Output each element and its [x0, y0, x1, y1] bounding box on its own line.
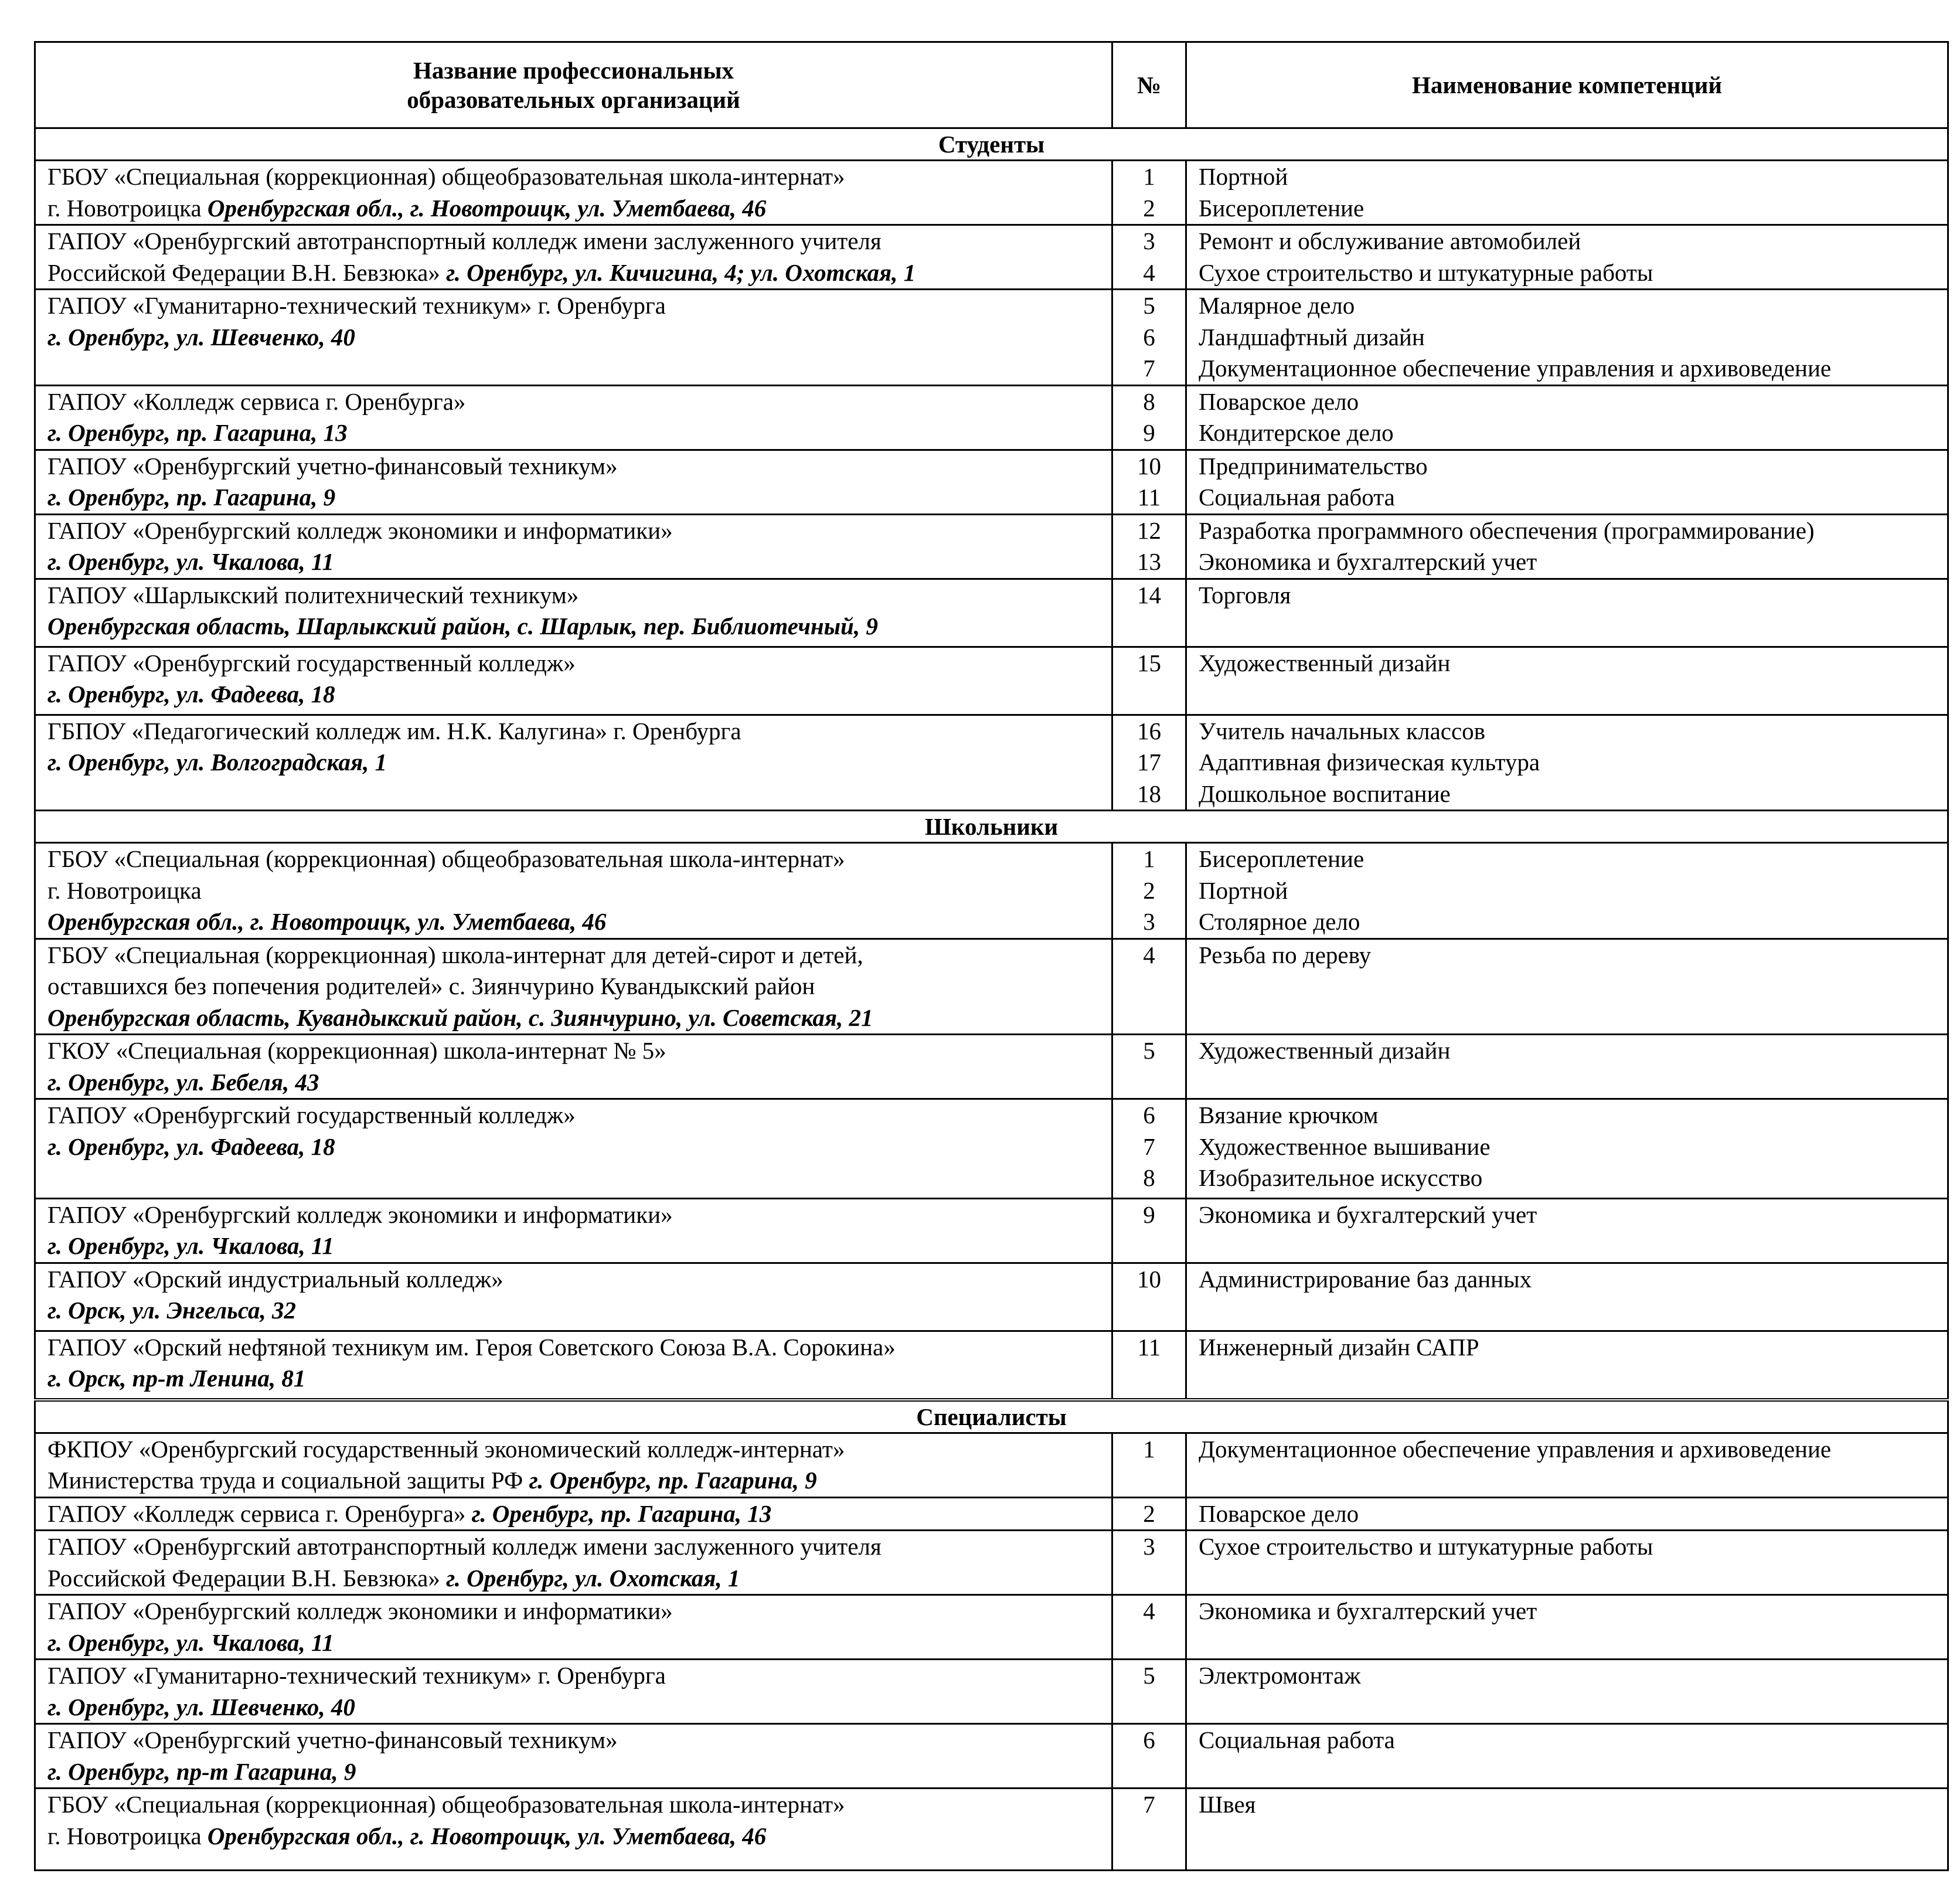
competency-cell: [1186, 514, 1948, 579]
organization-address: г. Оренбург, пр-т Гагарина, 9: [47, 1757, 356, 1785]
organization-name-line: [47, 1332, 1111, 1364]
table-row: [35, 1331, 1948, 1400]
competency-number: 11: [1137, 1333, 1161, 1361]
competency-name: Предпринимательство: [1199, 452, 1428, 480]
number-cell: [1112, 1531, 1186, 1595]
competency-cell: [1186, 1099, 1948, 1199]
organization-name: ГБПОУ «Педагогический колледж им. Н.К. Калугина» г. Оренбурга: [47, 717, 741, 744]
competency-name: Социальная работа: [1199, 1726, 1395, 1753]
section-title: Школьники: [35, 811, 1948, 843]
organization-name: ГАПОУ «Орский нефтяной техникум им. Героя Советского Союза В.А. Сорокина»: [47, 1333, 896, 1361]
organization-name: ГАПОУ «Шарлыкский политехнический техникум»: [47, 581, 579, 608]
organization-name: ГАПОУ «Орский индустриальный колледж»: [47, 1265, 503, 1293]
competency-number: 1: [1143, 845, 1155, 872]
competency-number: 3: [1143, 1533, 1155, 1560]
number-cell: [1112, 1497, 1186, 1531]
table-row: [35, 1660, 1948, 1724]
competency-cell: [1186, 1660, 1948, 1724]
organization-cell: [35, 1789, 1112, 1871]
competency-number: 12: [1137, 516, 1161, 544]
organization-name-line: [47, 1531, 1111, 1563]
competency-number: 16: [1137, 717, 1161, 744]
organization-name-line: [47, 1230, 1111, 1262]
organization-name-cont: г. Новотроицка: [47, 1822, 207, 1849]
number-cell: [1112, 514, 1186, 579]
competency-number: 5: [1143, 1662, 1155, 1689]
competency-name: Экономика и бухгалтерский учет: [1199, 548, 1537, 575]
competency-name: Швея: [1199, 1791, 1256, 1818]
competency-number: 14: [1137, 581, 1161, 608]
table-row: [35, 1531, 1948, 1595]
number-cell: [1112, 1331, 1186, 1400]
table-row: [35, 1724, 1948, 1789]
organization-name-line: [47, 290, 1111, 322]
competency-name: Бисероплетение: [1199, 194, 1364, 222]
table-row: [35, 1789, 1948, 1871]
organization-name: ГБОУ «Специальная (коррекционная) общеобразовательная школа-интернат»: [47, 1791, 845, 1818]
competency-name: Малярное дело: [1199, 292, 1355, 319]
organization-address: г. Оренбург, ул. Чкалова, 11: [47, 1628, 334, 1656]
organization-name-line: [47, 546, 1111, 578]
organization-cell: [35, 1198, 1112, 1263]
organization-name-line: [47, 1725, 1111, 1756]
org-column-header: [35, 42, 1112, 128]
number-cell: [1112, 290, 1186, 386]
organization-name-line: [47, 1789, 1111, 1821]
organization-cell: [35, 1035, 1112, 1099]
organization-name-cont: г. Новотроицка: [47, 876, 202, 904]
organization-name-line: [47, 971, 1111, 1002]
competency-number: 2: [1143, 1500, 1155, 1527]
competencies-table: [34, 41, 1949, 1871]
competency-name: Документационное обеспечение управления и архивоведение: [1199, 1435, 1832, 1463]
table-row: [35, 1035, 1948, 1099]
organization-name: ГБОУ «Специальная (коррекционная) общеобразовательная школа-интернат»: [47, 163, 845, 190]
organization-name-line: [47, 482, 1111, 514]
table-row: [35, 843, 1948, 939]
competency-number: 10: [1137, 452, 1161, 480]
organization-address: г. Орск, пр-т Ленина, 81: [47, 1365, 306, 1392]
organization-cell: [35, 1331, 1112, 1400]
organization-name-line: [47, 1596, 1111, 1627]
organization-address: г. Оренбург, ул. Фадеева, 18: [47, 1133, 335, 1160]
num-column-header: №: [1112, 42, 1186, 128]
table-row: [35, 450, 1948, 514]
organization-address: Оренбургская область, Кувандыкский район, с. Зиянчурино, ул. Советская, 21: [47, 1004, 873, 1031]
organization-name-line: [47, 1035, 1111, 1067]
organization-name-line: [47, 193, 1111, 225]
competency-cell: [1186, 1531, 1948, 1595]
competency-cell: [1186, 1789, 1948, 1871]
competency-name: Экономика и бухгалтерский учет: [1199, 1201, 1537, 1228]
competency-number: 17: [1137, 749, 1161, 776]
organization-address: Оренбургская обл., г. Новотроицк, ул. Уметбаева, 46: [207, 194, 767, 222]
number-cell: [1112, 1035, 1186, 1099]
competency-number: 9: [1143, 1201, 1155, 1228]
table-row: [35, 514, 1948, 579]
organization-name-line: [47, 1821, 1111, 1852]
organization-name-line: [47, 1363, 1111, 1395]
competency-cell: [1186, 450, 1948, 514]
organization-name-line: [47, 844, 1111, 875]
competency-name: Учитель начальных классов: [1199, 717, 1486, 744]
competency-name: Поварское дело: [1199, 387, 1359, 415]
table-row: [35, 1198, 1948, 1263]
competency-name: Ландшафтный дизайн: [1199, 323, 1425, 351]
competency-cell: [1186, 1433, 1948, 1497]
competency-cell: [1186, 1331, 1948, 1400]
competency-cell: [1186, 1035, 1948, 1099]
competency-number: 6: [1143, 1726, 1155, 1753]
competency-cell: [1186, 385, 1948, 450]
table-body: [35, 128, 1948, 1871]
organization-name-cont: Российской Федерации В.Н. Бевзюка»: [47, 259, 447, 286]
organization-address-line: [47, 906, 1111, 938]
section-title: Студенты: [35, 128, 1948, 161]
organization-cell: [35, 1497, 1112, 1531]
organization-name-line: [47, 451, 1111, 482]
document-page: [34, 41, 1947, 1871]
competency-cell: [1186, 1263, 1948, 1331]
organization-name: ГАПОУ «Гуманитарно-технический техникум» г. Оренбурга: [47, 292, 666, 319]
number-cell: [1112, 1660, 1186, 1724]
organization-name-line: [47, 322, 1111, 353]
table-row: [35, 290, 1948, 386]
competency-name: Портной: [1199, 876, 1288, 904]
table-row: [35, 1433, 1948, 1497]
competency-cell: [1186, 161, 1948, 225]
organization-name-cont: Министерства труда и социальной защиты РФ: [47, 1467, 529, 1494]
organization-name-line: [47, 1563, 1111, 1594]
organization-address: г. Оренбург, ул. Фадеева, 18: [47, 681, 335, 708]
competency-name: Документационное обеспечение управления и архивоведение: [1199, 355, 1832, 382]
organization-address: Оренбургская область, Шарлыкский район, с. Шарлык, пер. Библиотечный, 9: [47, 613, 878, 640]
organization-name-line: [47, 1465, 1111, 1497]
organization-name-line: [47, 1199, 1111, 1231]
organization-cell: [35, 450, 1112, 514]
competency-name: Бисероплетение: [1199, 845, 1364, 872]
organization-cell: [35, 579, 1112, 647]
organization-name: ГАПОУ «Оренбургский автотранспортный колледж имени заслуженного учителя: [47, 1533, 882, 1560]
competency-number: 8: [1143, 1164, 1155, 1191]
competency-name: Социальная работа: [1199, 484, 1395, 511]
competency-number: 4: [1143, 259, 1155, 286]
organization-name: ГБОУ «Специальная (коррекционная) общеобразовательная школа-интернат»: [47, 845, 845, 872]
organization-name-line: [47, 716, 1111, 747]
organization-address: г. Оренбург, ул. Шевченко, 40: [47, 1693, 355, 1721]
table-row: [35, 939, 1948, 1035]
organization-address: г. Оренбург, пр. Гагарина, 9: [529, 1467, 817, 1494]
competency-cell: [1186, 1497, 1948, 1531]
organization-cell: [35, 1263, 1112, 1331]
org-column-header-line2: образовательных организаций: [407, 86, 740, 113]
organization-name: ГАПОУ «Оренбургский колледж экономики и информатики»: [47, 516, 673, 544]
competency-number: 6: [1143, 1101, 1155, 1128]
competency-name: Художественное вышивание: [1199, 1133, 1491, 1160]
competency-cell: [1186, 225, 1948, 290]
section-title: Специалисты: [35, 1400, 1948, 1433]
organization-name: ГАПОУ «Колледж сервиса г. Оренбурга»: [47, 1500, 472, 1527]
organization-address-line: [47, 1002, 1111, 1034]
competency-number: 6: [1143, 323, 1155, 351]
organization-name-line: [47, 161, 1111, 193]
competency-cell: [1186, 1724, 1948, 1789]
table-row: [35, 225, 1948, 290]
organization-name-line: [47, 1100, 1111, 1131]
number-cell: [1112, 1789, 1186, 1871]
number-cell: [1112, 715, 1186, 811]
competency-number: 7: [1143, 355, 1155, 382]
table-row: [35, 1099, 1948, 1199]
organization-name: ГБОУ «Специальная (коррекционная) школа-интернат для детей-сирот и детей,: [47, 941, 863, 968]
organization-name: ГАПОУ «Оренбургский автотранспортный колледж имени заслуженного учителя: [47, 227, 882, 254]
competency-name: Художественный дизайн: [1199, 1037, 1451, 1064]
competency-name: Электромонтаж: [1199, 1662, 1361, 1689]
table-row: [35, 161, 1948, 225]
competency-name: Резьба по дереву: [1199, 941, 1372, 968]
competency-number: 10: [1137, 1265, 1161, 1293]
competency-number: 3: [1143, 908, 1155, 935]
competency-number: 9: [1143, 419, 1155, 446]
competency-number: 2: [1143, 194, 1155, 222]
competency-number: 5: [1143, 292, 1155, 319]
competency-name: Адаптивная физическая культура: [1199, 749, 1540, 776]
competency-number: 1: [1143, 163, 1155, 190]
organization-address: г. Оренбург, ул. Шевченко, 40: [47, 323, 355, 351]
number-cell: [1112, 1595, 1186, 1660]
organization-address: Оренбургская обл., г. Новотроицк, ул. Уметбаева, 46: [207, 1822, 767, 1849]
organization-name: ГАПОУ «Оренбургский учетно-финансовый техникум»: [47, 452, 618, 480]
organization-cell: [35, 843, 1112, 939]
competency-column-header: Наименование компетенций: [1186, 42, 1948, 128]
competency-number: 4: [1143, 941, 1155, 968]
competency-number: 18: [1137, 780, 1161, 807]
competency-number: 2: [1143, 876, 1155, 904]
organization-cell: [35, 161, 1112, 225]
organization-name-line: [47, 1756, 1111, 1788]
org-column-header-line1: Название профессиональных: [413, 57, 734, 84]
organization-cell: [35, 1433, 1112, 1497]
competency-name: Инженерный дизайн САПР: [1199, 1333, 1479, 1361]
organization-address: г. Оренбург, ул. Волгоградская, 1: [47, 749, 387, 776]
organization-name-line: [47, 875, 1111, 907]
organization-address: г. Оренбург, ул. Чкалова, 11: [47, 548, 334, 575]
competency-cell: [1186, 843, 1948, 939]
organization-cell: [35, 1595, 1112, 1660]
organization-address: Оренбургская обл., г. Новотроицк, ул. Уметбаева, 46: [47, 908, 607, 935]
competency-number: 15: [1137, 649, 1161, 676]
organization-cell: [35, 715, 1112, 811]
competency-name: Экономика и бухгалтерский учет: [1199, 1597, 1537, 1624]
organization-name-line: [47, 747, 1111, 778]
organization-name-line: [47, 417, 1111, 449]
organization-cell: [35, 514, 1112, 579]
competency-cell: [1186, 647, 1948, 715]
organization-address: г. Оренбург, ул. Охотская, 1: [446, 1564, 740, 1592]
number-cell: [1112, 450, 1186, 514]
competency-name: Администрирование баз данных: [1199, 1265, 1532, 1293]
section-row: [35, 1400, 1948, 1433]
competency-cell: [1186, 579, 1948, 647]
competency-name: Сухое строительство и штукатурные работы: [1199, 1533, 1653, 1560]
competency-name: Столярное дело: [1199, 908, 1360, 935]
organization-name: ГАПОУ «Оренбургский государственный колледж»: [47, 649, 576, 676]
organization-address: г. Орск, ул. Энгельса, 32: [47, 1297, 296, 1324]
number-cell: [1112, 1263, 1186, 1331]
organization-cell: [35, 290, 1112, 386]
organization-address: г. Оренбург, ул. Бебеля, 43: [47, 1068, 319, 1096]
number-cell: [1112, 647, 1186, 715]
number-cell: [1112, 1099, 1186, 1199]
competency-name: Торговля: [1199, 581, 1291, 608]
organization-name-line: [47, 257, 1111, 289]
competency-number: 1: [1143, 1435, 1155, 1463]
organization-name-line: [47, 1434, 1111, 1466]
organization-name-line: [47, 940, 1111, 971]
number-cell: [1112, 579, 1186, 647]
organization-name-line: [47, 1131, 1111, 1163]
number-cell: [1112, 225, 1186, 290]
number-cell: [1112, 939, 1186, 1035]
organization-name-line: [47, 1660, 1111, 1692]
organization-name-line: [47, 1627, 1111, 1659]
competency-cell: [1186, 1198, 1948, 1263]
organization-name-line: [47, 1067, 1111, 1099]
competency-number: 7: [1143, 1791, 1155, 1818]
competency-cell: [1186, 290, 1948, 386]
competency-name: Кондитерское дело: [1199, 419, 1394, 446]
number-cell: [1112, 1724, 1186, 1789]
table-row: [35, 1595, 1948, 1660]
organization-name-line: [47, 1498, 1111, 1530]
table-row: [35, 579, 1948, 647]
competency-number: 4: [1143, 1597, 1155, 1624]
organization-name-line: [47, 1692, 1111, 1723]
table-row: [35, 1263, 1948, 1331]
organization-cell: [35, 385, 1112, 450]
number-cell: [1112, 843, 1186, 939]
competency-number: 7: [1143, 1133, 1155, 1160]
organization-name: ГАПОУ «Оренбургский колледж экономики и информатики»: [47, 1201, 673, 1228]
organization-address: г. Оренбург, ул. Чкалова, 11: [47, 1232, 334, 1259]
section-row: [35, 128, 1948, 161]
number-cell: [1112, 1198, 1186, 1263]
organization-name-line: [47, 1295, 1111, 1327]
competency-number: 11: [1137, 484, 1161, 511]
organization-name-line: [47, 226, 1111, 257]
organization-cell: [35, 1660, 1112, 1724]
table-header-row: [35, 42, 1948, 128]
competency-number: 8: [1143, 387, 1155, 415]
competency-name: Изобразительное искусство: [1199, 1164, 1483, 1191]
organization-cell: [35, 1724, 1112, 1789]
organization-name-line: [47, 648, 1111, 679]
table-row: [35, 647, 1948, 715]
organization-address: г. Оренбург, ул. Кичигина, 4; ул. Охотская, 1: [446, 259, 916, 286]
organization-cell: [35, 225, 1112, 290]
organization-name: ГАПОУ «Оренбургский колледж экономики и информатики»: [47, 1597, 673, 1624]
competency-number: 5: [1143, 1037, 1155, 1064]
organization-name-cont: оставшихся без попечения родителей» с. Зиянчурино Кувандыкский район: [47, 973, 815, 999]
competency-name: Разработка программного обеспечения (программирование): [1199, 516, 1815, 544]
organization-name: ГАПОУ «Оренбургский государственный колледж»: [47, 1101, 576, 1128]
organization-name-cont: Российской Федерации В.Н. Бевзюка»: [47, 1564, 447, 1592]
competency-name: Художественный дизайн: [1199, 649, 1451, 676]
competency-cell: [1186, 715, 1948, 811]
number-cell: [1112, 1433, 1186, 1497]
table-row: [35, 715, 1948, 811]
organization-name: ГКОУ «Специальная (коррекционная) школа-интернат № 5»: [47, 1037, 666, 1064]
competency-number: 3: [1143, 227, 1155, 254]
competency-cell: [1186, 1595, 1948, 1660]
number-cell: [1112, 161, 1186, 225]
organization-name-cont: г. Новотроицка: [47, 194, 207, 222]
competency-name: Ремонт и обслуживание автомобилей: [1199, 227, 1581, 254]
competency-name: Дошкольное воспитание: [1199, 780, 1451, 807]
organization-name-line: [47, 679, 1111, 710]
organization-cell: [35, 1099, 1112, 1199]
section-row: [35, 811, 1948, 843]
competency-name: Сухое строительство и штукатурные работы: [1199, 259, 1653, 286]
number-cell: [1112, 385, 1186, 450]
table-row: [35, 1497, 1948, 1531]
organization-cell: [35, 939, 1112, 1035]
organization-name-line: [47, 611, 1111, 642]
organization-name-line: [47, 1264, 1111, 1296]
organization-name: ГАПОУ «Оренбургский учетно-финансовый техникум»: [47, 1726, 618, 1753]
competency-name: Поварское дело: [1199, 1500, 1359, 1527]
competency-name: Вязание крючком: [1199, 1101, 1379, 1128]
organization-cell: [35, 647, 1112, 715]
organization-name-line: [47, 386, 1111, 418]
organization-name-line: [47, 580, 1111, 611]
organization-address: г. Оренбург, пр. Гагарина, 13: [47, 419, 348, 446]
competency-cell: [1186, 939, 1948, 1035]
organization-address: г. Оренбург, пр. Гагарина, 9: [47, 484, 336, 511]
table-row: [35, 385, 1948, 450]
competency-name: Портной: [1199, 163, 1288, 190]
organization-name: ГАПОУ «Колледж сервиса г. Оренбурга»: [47, 387, 466, 415]
competency-number: 13: [1137, 548, 1161, 575]
organization-name: ГАПОУ «Гуманитарно-технический техникум» г. Оренбурга: [47, 1662, 666, 1689]
organization-name-line: [47, 515, 1111, 547]
organization-cell: [35, 1531, 1112, 1595]
organization-name: ФКПОУ «Оренбургский государственный экономический колледж-интернат»: [47, 1435, 845, 1463]
organization-address: г. Оренбург, пр. Гагарина, 13: [471, 1500, 772, 1527]
